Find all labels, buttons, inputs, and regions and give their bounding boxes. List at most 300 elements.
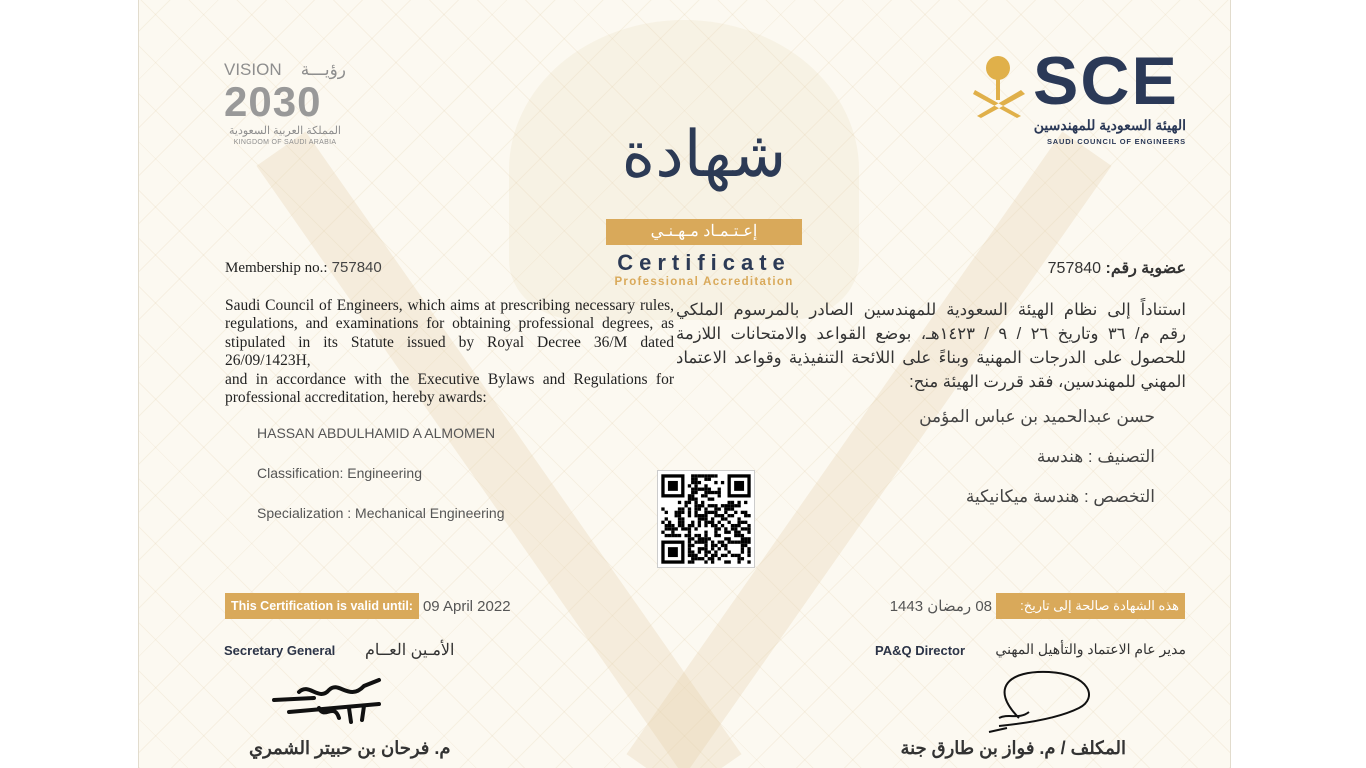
qr-module (668, 534, 671, 537)
membership-ar (1048, 258, 1186, 278)
qr-module (688, 524, 691, 527)
qr-module (684, 504, 687, 507)
qr-module (737, 560, 740, 563)
qr-module (718, 514, 721, 517)
qr-module (681, 511, 684, 514)
qr-module (691, 474, 694, 477)
qr-module (711, 517, 714, 520)
qr-module (671, 531, 674, 534)
qr-module (704, 531, 707, 534)
qr-module (741, 557, 744, 560)
qr-module (741, 547, 744, 550)
qr-module (701, 547, 704, 550)
qr-module (701, 517, 704, 520)
qr-module (688, 550, 691, 553)
qr-finder (668, 547, 678, 557)
membership-number-ar: 757840 (1047, 260, 1102, 277)
qr-module (718, 507, 721, 510)
validity-en (225, 593, 511, 619)
secretary-general-title: Secretary General (224, 643, 336, 658)
qr-module (671, 527, 674, 530)
qr-module (671, 524, 674, 527)
qr-module (718, 557, 721, 560)
qr-module (678, 501, 681, 504)
qr-module (737, 554, 740, 557)
qr-module (691, 544, 694, 547)
qr-module (691, 554, 694, 557)
qr-module (734, 504, 737, 507)
qr-module (694, 527, 697, 530)
qr-module (714, 550, 717, 553)
qr-module (747, 537, 750, 540)
qr-module (704, 474, 707, 477)
qr-module (731, 541, 734, 544)
qr-module (724, 527, 727, 530)
qr-module (684, 501, 687, 504)
certificate-title (584, 95, 824, 289)
qr-module (734, 524, 737, 527)
qr-module (698, 537, 701, 540)
qr-module (675, 511, 678, 514)
qr-module (724, 560, 727, 563)
qr-module (698, 547, 701, 550)
qr-module (668, 527, 671, 530)
qr-module (711, 491, 714, 494)
award-line: Saudi Council of Engineers, which aims at prescribing necessary rules, (225, 297, 674, 314)
qr-module (668, 521, 671, 524)
qr-module (688, 547, 691, 550)
award-line-ar: رقم م/ ٣٦ وتاريخ ٢٦ / ٩ / ١٤٢٣هـ، بوضع القواعد والامتحانات اللازمة (676, 325, 1186, 343)
qr-module (747, 547, 750, 550)
vision-2030-logo (224, 60, 346, 147)
qr-module (737, 517, 740, 520)
qr-module (724, 544, 727, 547)
qr-module (734, 534, 737, 537)
qr-module (688, 494, 691, 497)
qr-module (741, 537, 744, 540)
qr-module (701, 474, 704, 477)
qr-module (708, 550, 711, 553)
qr-module (747, 554, 750, 557)
qr-module (714, 527, 717, 530)
validity-date-ar: 08 رمضان 1443 (889, 598, 992, 615)
qr-module (711, 557, 714, 560)
qr-module (691, 494, 694, 497)
certificate (138, 0, 1231, 768)
qr-module (718, 494, 721, 497)
qr-module (718, 527, 721, 530)
qr-module (714, 481, 717, 484)
qr-module (704, 521, 707, 524)
director-name: المكلف / م. فواز بن طارق جنة (900, 738, 1126, 758)
qr-module (728, 504, 731, 507)
qr-module (701, 504, 704, 507)
qr-module (688, 541, 691, 544)
qr-module (741, 534, 744, 537)
qr-module (694, 554, 697, 557)
vision-year: 2030 (224, 78, 322, 125)
qr-module (671, 534, 674, 537)
qr-module (691, 521, 694, 524)
english-column (225, 297, 674, 522)
classification-ar: التصنيف : هندسة (1036, 447, 1155, 466)
qr-module (737, 541, 740, 544)
classification-en: Classification: Engineering (257, 465, 422, 482)
qr-module (704, 544, 707, 547)
qr-module (714, 474, 717, 477)
qr-module (737, 531, 740, 534)
qr-module (688, 554, 691, 557)
qr-module (708, 497, 711, 500)
qr-module (714, 531, 717, 534)
qr-finder (668, 481, 678, 491)
qr-module (701, 557, 704, 560)
qr-module (691, 524, 694, 527)
qr-module (721, 514, 724, 517)
qr-module (728, 560, 731, 563)
award-line: stipulated in its Statute issued by Royal Decree 36/M dated 26/09/1423H, (225, 333, 674, 370)
qr-module (688, 484, 691, 487)
qr-module (704, 554, 707, 557)
qr-module (741, 527, 744, 530)
qr-module (668, 524, 671, 527)
qr-module (694, 504, 697, 507)
qr-module (681, 507, 684, 510)
award-text-en (225, 297, 674, 407)
palm-swords-icon (971, 54, 1026, 119)
qr-module (747, 527, 750, 530)
qr-module (724, 507, 727, 510)
qr-module (734, 541, 737, 544)
qr-module (704, 534, 707, 537)
qr-finder (734, 481, 744, 491)
qr-module (698, 488, 701, 491)
qr-module (747, 560, 750, 563)
qr-module (678, 534, 681, 537)
qr-module (724, 547, 727, 550)
signature-left (269, 672, 394, 727)
qr-module (718, 541, 721, 544)
qr-module (665, 511, 668, 514)
vision-arabic-text: رؤيـــة (300, 60, 346, 79)
qr-module (688, 514, 691, 517)
qr-module (688, 511, 691, 514)
qr-module (741, 521, 744, 524)
qr-module (711, 504, 714, 507)
qr-module (714, 511, 717, 514)
qr-module (728, 550, 731, 553)
qr-module (734, 511, 737, 514)
qr-module (701, 537, 704, 540)
qr-module (691, 557, 694, 560)
qr-module (704, 550, 707, 553)
qr-module (741, 541, 744, 544)
sce-english-name: SAUDI COUNCIL OF ENGINEERS (1046, 137, 1186, 146)
qr-module (734, 527, 737, 530)
qr-module (714, 504, 717, 507)
qr-module (708, 491, 711, 494)
vision-kingdom-ar: المملكة العربية السعودية (229, 125, 341, 137)
qr-module (711, 547, 714, 550)
qr-module (721, 541, 724, 544)
qr-code (657, 470, 755, 568)
qr-module (721, 544, 724, 547)
qr-module (708, 478, 711, 481)
qr-module (675, 534, 678, 537)
sce-arabic-name: الهيئة السعودية للمهندسين (1033, 117, 1186, 133)
qr-module (708, 511, 711, 514)
qr-module (728, 531, 731, 534)
qr-module (711, 524, 714, 527)
qr-module (737, 501, 740, 504)
qr-module (734, 554, 737, 557)
qr-module (704, 507, 707, 510)
qr-module (701, 494, 704, 497)
qr-module (698, 504, 701, 507)
qr-module (694, 474, 697, 477)
title-arabic: شهادة (621, 118, 787, 192)
qr-module (704, 547, 707, 550)
qr-module (714, 491, 717, 494)
qr-module (711, 554, 714, 557)
qr-module (711, 474, 714, 477)
qr-module (724, 531, 727, 534)
qr-module (694, 557, 697, 560)
qr-module (704, 537, 707, 540)
qr-module (675, 527, 678, 530)
qr-module (681, 527, 684, 530)
qr-module (688, 534, 691, 537)
award-line-ar: المهني للمهندسين، فقد قررت الهيئة منح: (909, 373, 1186, 391)
qr-module (704, 494, 707, 497)
qr-module (747, 541, 750, 544)
qr-module (731, 514, 734, 517)
qr-module (694, 534, 697, 537)
membership-number: 757840 (331, 259, 382, 276)
qr-module (688, 527, 691, 530)
qr-module (678, 517, 681, 520)
qr-module (728, 514, 731, 517)
qr-module (661, 507, 664, 510)
qr-module (708, 474, 711, 477)
qr-module (681, 521, 684, 524)
qr-module (711, 560, 714, 563)
qr-module (704, 491, 707, 494)
qr-module (704, 524, 707, 527)
membership-en (225, 259, 382, 277)
qr-module (728, 537, 731, 540)
qr-module (731, 501, 734, 504)
qr-module (714, 534, 717, 537)
qr-module (731, 554, 734, 557)
qr-module (698, 521, 701, 524)
qr-module (691, 478, 694, 481)
qr-module (718, 491, 721, 494)
qr-module (665, 517, 668, 520)
qr-module (731, 507, 734, 510)
qr-module (711, 541, 714, 544)
qr-module (737, 521, 740, 524)
qr-module (744, 514, 747, 517)
qr-module (691, 488, 694, 491)
recipient-name-ar: حسن عبدالحميد بن عباس المؤمن (919, 407, 1155, 426)
qr-module (698, 481, 701, 484)
qr-module (711, 511, 714, 514)
qr-module (721, 517, 724, 520)
qr-module (714, 507, 717, 510)
qr-module (681, 524, 684, 527)
qr-module (691, 497, 694, 500)
qr-module (681, 517, 684, 520)
qr-module (731, 527, 734, 530)
qr-module (744, 537, 747, 540)
qr-module (665, 534, 668, 537)
qr-module (721, 554, 724, 557)
qr-module (731, 524, 734, 527)
qr-module (747, 550, 750, 553)
qr-module (744, 527, 747, 530)
qr-module (701, 541, 704, 544)
qr-module (731, 504, 734, 507)
qr-module (714, 514, 717, 517)
qr-module (708, 537, 711, 540)
qr-module (675, 514, 678, 517)
qr-module (737, 504, 740, 507)
qr-module (737, 534, 740, 537)
qr-module (698, 550, 701, 553)
qr-module (704, 484, 707, 487)
qr-module (688, 497, 691, 500)
qr-module (694, 514, 697, 517)
director-title-ar: مدير عام الاعتماد والتأهيل المهني (995, 641, 1186, 657)
qr-module (741, 544, 744, 547)
qr-module (708, 488, 711, 491)
validity-label-badge: This Certification is valid until: (225, 593, 419, 619)
award-text-ar (676, 298, 1186, 394)
qr-module (728, 521, 731, 524)
qr-module (694, 488, 697, 491)
qr-module (701, 501, 704, 504)
qr-module (691, 491, 694, 494)
qr-module (704, 560, 707, 563)
qr-module (694, 484, 697, 487)
qr-module (694, 511, 697, 514)
qr-module (698, 534, 701, 537)
specialization-en: Specialization : Mechanical Engineering (257, 505, 505, 522)
title-arabic-sub: إعـتـمـاد مـهـنـي (606, 219, 802, 245)
qr-module (744, 521, 747, 524)
qr-module (698, 541, 701, 544)
qr-module (724, 537, 727, 540)
recipient-name-en: HASSAN ABDULHAMID A ALMOMEN (257, 425, 496, 442)
validity-label-badge-ar: هذه الشهادة صالحة إلى تاريخ: (996, 593, 1185, 619)
qr-module (747, 514, 750, 517)
qr-module (698, 524, 701, 527)
qr-module (688, 501, 691, 504)
qr-module (718, 488, 721, 491)
qr-module (744, 501, 747, 504)
qr-module (704, 514, 707, 517)
membership-label-ar: عضوية رقم: (1105, 260, 1186, 277)
membership-label: Membership no.: (225, 260, 328, 276)
director-title: PA&Q Director (875, 643, 966, 658)
qr-module (704, 511, 707, 514)
qr-module (678, 514, 681, 517)
qr-module (694, 501, 697, 504)
qr-module (708, 521, 711, 524)
qr-module (688, 507, 691, 510)
qr-module (744, 511, 747, 514)
qr-module (688, 531, 691, 534)
qr-module (744, 541, 747, 544)
title-english: Certificate (617, 250, 791, 275)
qr-module (691, 481, 694, 484)
qr-module (704, 488, 707, 491)
award-line-ar: للحصول على الدرجات المهنية وبناءً على اللائحة التنفيذية وقواعد الاعتماد (676, 349, 1186, 367)
qr-module (665, 527, 668, 530)
qr-module (694, 478, 697, 481)
qr-module (678, 511, 681, 514)
qr-module (741, 511, 744, 514)
qr-module (694, 507, 697, 510)
qr-module (688, 537, 691, 540)
secretary-general-name: م. فرحان بن حبيتر الشمري (249, 738, 451, 758)
qr-module (704, 541, 707, 544)
qr-module (688, 544, 691, 547)
award-line: regulations, and examinations for obtaining professional degrees, as (225, 315, 674, 333)
qr-module (728, 501, 731, 504)
qr-module (747, 531, 750, 534)
qr-module (688, 560, 691, 563)
qr-module (714, 524, 717, 527)
qr-module (701, 488, 704, 491)
title-english-sub: Professional Accreditation (614, 276, 794, 288)
qr-module (704, 517, 707, 520)
qr-module (678, 507, 681, 510)
validity-date-en: 09 April 2022 (422, 597, 511, 615)
qr-module (708, 557, 711, 560)
qr-module (724, 554, 727, 557)
qr-module (698, 517, 701, 520)
qr-module (698, 474, 701, 477)
qr-module (711, 544, 714, 547)
qr-module (708, 504, 711, 507)
qr-module (665, 524, 668, 527)
award-line: and in accordance with the Executive Bylaws and Regulations for (225, 370, 674, 388)
qr-module (661, 531, 664, 534)
signature-right (979, 668, 1099, 736)
qr-module (737, 524, 740, 527)
qr-module (744, 544, 747, 547)
qr-module (734, 531, 737, 534)
award-line-ar: استناداً إلى نظام الهيئة السعودية للمهندسين الصادر بالمرسوم الملكي (676, 301, 1186, 319)
qr-module (737, 557, 740, 560)
qr-module (661, 521, 664, 524)
qr-module (691, 560, 694, 563)
qr-module (724, 504, 727, 507)
award-line: professional accreditation, hereby awards: (225, 389, 487, 407)
qr-module (698, 514, 701, 517)
qr-module (718, 547, 721, 550)
qr-module (694, 481, 697, 484)
qr-module (728, 541, 731, 544)
qr-module (691, 550, 694, 553)
qr-module (684, 527, 687, 530)
qr-module (711, 521, 714, 524)
qr-module (704, 478, 707, 481)
qr-module (718, 521, 721, 524)
qr-module (721, 481, 724, 484)
